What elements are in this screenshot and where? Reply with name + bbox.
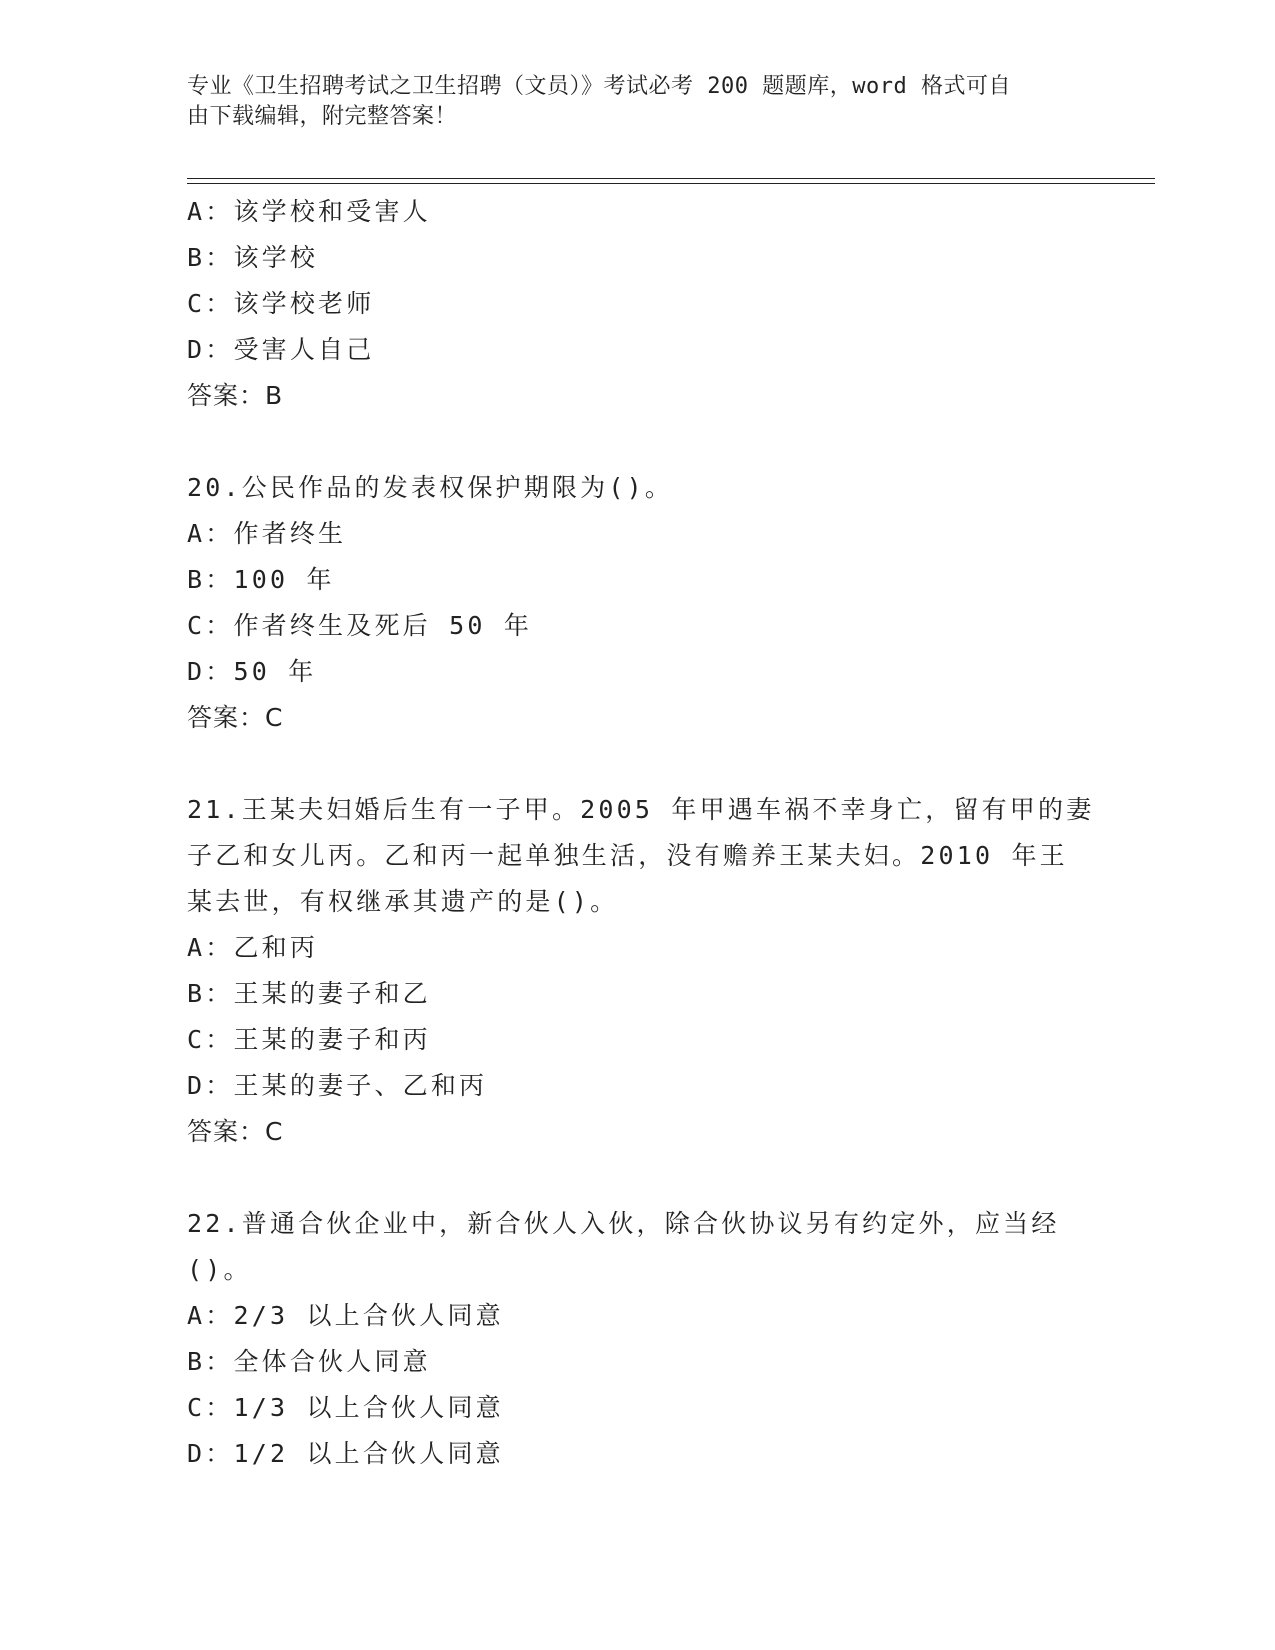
question-text-line-1: 21.王某夫妇婚后生有一子甲。2005 年甲遇车祸不幸身亡，留有甲的妻	[187, 795, 1095, 824]
option-d: D：1/2 以上合伙人同意	[187, 1439, 504, 1468]
question-text-line-3: 某去世，有权继承其遗产的是()。	[187, 887, 619, 916]
spacer	[187, 1155, 1087, 1201]
answer: 答案：B	[187, 381, 284, 410]
question-21	[187, 787, 1095, 1155]
question-text-line-1: 22.普通合伙企业中，新合伙人入伙，除合伙协议另有约定外，应当经	[187, 1209, 1060, 1238]
option-b: B：该学校	[187, 243, 319, 272]
document-header	[187, 72, 1087, 132]
question-list	[187, 189, 1095, 1477]
option-a: A：作者终生	[187, 519, 347, 548]
option-a: A：该学校和受害人	[187, 197, 431, 226]
header-line-1: 专业《卫生招聘考试之卫生招聘（文员）》考试必考 200 题题库，word 格式可自	[187, 74, 1011, 99]
option-c: C：王某的妻子和丙	[187, 1025, 431, 1054]
option-d: D：王某的妻子、乙和丙	[187, 1071, 488, 1100]
option-b: B：王某的妻子和乙	[187, 979, 431, 1008]
question-text-line-2: ()。	[187, 1255, 252, 1284]
answer: 答案：C	[187, 703, 284, 732]
option-b: B：100 年	[187, 565, 335, 594]
option-b: B：全体合伙人同意	[187, 1347, 431, 1376]
spacer	[187, 741, 1087, 787]
option-a: A：乙和丙	[187, 933, 319, 962]
question-20	[187, 465, 1087, 741]
spacer	[187, 419, 1087, 465]
header-rule-top	[187, 178, 1155, 179]
header-line-2: 由下载编辑，附完整答案！	[187, 104, 458, 129]
option-d: D：受害人自己	[187, 335, 375, 364]
question-19	[187, 189, 1087, 419]
option-d: D：50 年	[187, 657, 317, 686]
header-rule-bottom	[187, 183, 1155, 184]
option-a: A：2/3 以上合伙人同意	[187, 1301, 504, 1330]
option-c: C：作者终生及死后 50 年	[187, 611, 533, 640]
question-22	[187, 1201, 1087, 1477]
question-text: 20.公民作品的发表权保护期限为()。	[187, 473, 674, 502]
answer: 答案：C	[187, 1117, 284, 1146]
question-text-line-2: 子乙和女儿丙。乙和丙一起单独生活，没有赡养王某夫妇。2010 年王	[187, 841, 1068, 870]
option-c: C：该学校老师	[187, 289, 375, 318]
option-c: C：1/3 以上合伙人同意	[187, 1393, 504, 1422]
